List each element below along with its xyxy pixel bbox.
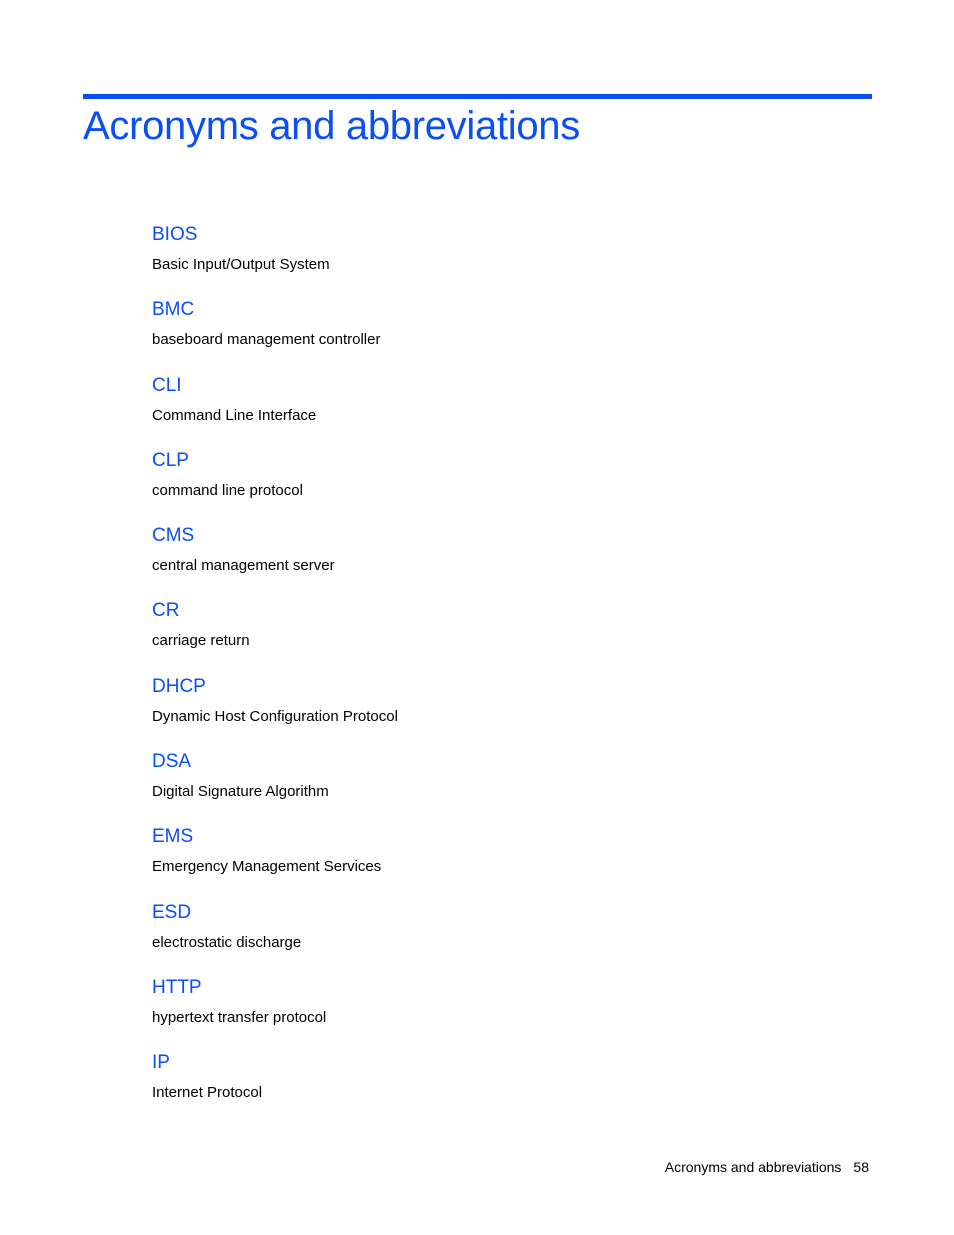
glossary-definition: baseboard management controller bbox=[152, 331, 381, 349]
glossary-definition: command line protocol bbox=[152, 481, 303, 499]
glossary-term: ESD bbox=[152, 901, 192, 923]
glossary-definition: carriage return bbox=[152, 632, 250, 650]
glossary-entry bbox=[152, 297, 852, 372]
glossary-definition: central management server bbox=[152, 557, 335, 575]
glossary-entry bbox=[152, 900, 852, 975]
glossary-entry bbox=[152, 222, 852, 297]
glossary-term: DSA bbox=[152, 751, 192, 773]
glossary-definition: Digital Signature Algorithm bbox=[152, 783, 329, 801]
glossary-list bbox=[152, 222, 852, 1126]
glossary-term: IP bbox=[152, 1052, 170, 1074]
glossary-entry bbox=[152, 523, 852, 598]
glossary-entry bbox=[152, 1050, 852, 1125]
glossary-term: BMC bbox=[152, 299, 195, 321]
glossary-definition: Command Line Interface bbox=[152, 406, 317, 424]
glossary-definition: electrostatic discharge bbox=[152, 933, 302, 951]
page-title: Acronyms and abbreviations bbox=[83, 104, 580, 148]
glossary-definition: hypertext transfer protocol bbox=[152, 1008, 327, 1026]
glossary-entry bbox=[152, 448, 852, 523]
glossary-entry bbox=[152, 824, 852, 899]
glossary-entry bbox=[152, 975, 852, 1050]
glossary-term: CMS bbox=[152, 525, 195, 547]
glossary-entry bbox=[152, 598, 852, 673]
glossary-term: CLP bbox=[152, 449, 189, 471]
glossary-term: BIOS bbox=[152, 224, 198, 245]
glossary-entry bbox=[152, 749, 852, 824]
title-rule bbox=[83, 94, 872, 99]
page-number: 58 bbox=[853, 1159, 869, 1175]
glossary-entry bbox=[152, 373, 852, 448]
glossary-term: CLI bbox=[152, 374, 182, 396]
glossary-definition: Emergency Management Services bbox=[152, 858, 382, 876]
page-footer bbox=[665, 1157, 869, 1177]
glossary-entry bbox=[152, 674, 852, 749]
glossary-definition: Dynamic Host Configuration Protocol bbox=[152, 707, 398, 725]
footer-section-title: Acronyms and abbreviations bbox=[664, 1159, 842, 1175]
glossary-term: CR bbox=[152, 600, 180, 622]
glossary-term: EMS bbox=[152, 826, 194, 848]
glossary-term: DHCP bbox=[152, 675, 206, 697]
glossary-definition: Basic Input/Output System bbox=[152, 256, 330, 273]
glossary-definition: Internet Protocol bbox=[152, 1084, 263, 1102]
glossary-term: HTTP bbox=[152, 976, 202, 998]
